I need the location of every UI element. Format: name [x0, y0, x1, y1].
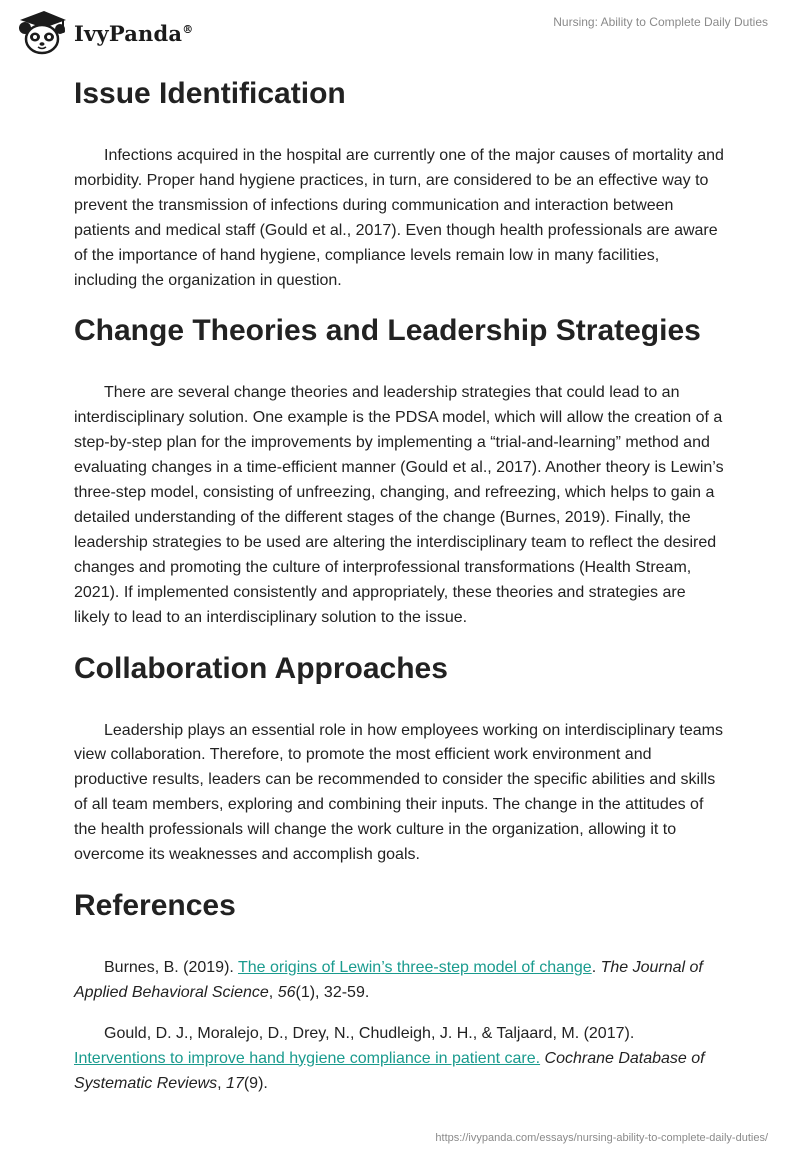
reference-pages: (9). [243, 1074, 268, 1092]
reference-item [74, 1022, 724, 1097]
reference-separator: , [217, 1074, 227, 1092]
page-header [0, 0, 800, 66]
panda-logo-icon [16, 8, 68, 56]
brand-logo[interactable] [16, 8, 193, 56]
reference-journal: The Journal of Applied Behavioral Science [74, 958, 703, 1001]
section-heading-collaboration-approaches: Collaboration Approaches [74, 651, 448, 685]
reference-pages: (1), 32-59. [295, 983, 370, 1001]
reference-link[interactable]: Interventions to improve hand hygiene compliance in patient care. [74, 1049, 541, 1067]
references-heading: References [74, 888, 236, 922]
reference-item [74, 956, 724, 1006]
reference-separator: , [268, 983, 278, 1001]
reference-volume: 56 [277, 983, 296, 1001]
article-body [74, 70, 724, 1096]
reference-punctuation: . [591, 958, 601, 976]
section-paragraph-collaboration-approaches: Leadership plays an essential role in how employees working on interdisciplinary teams view collaboration. Therefore, to promote the most efficient work environment and productive results, leaders can be recommended to consider the specific abilities and skills of all team members, exploring and combining their inputs. The change in the attitudes of the health professionals will change the work culture in the organization, allowing it to overcome its weaknesses and accomplish goals. [74, 721, 723, 864]
section-heading-issue-identification: Issue Identification [74, 77, 346, 110]
reference-volume: 17 [226, 1074, 244, 1092]
document-title: Nursing: Ability to Complete Daily Duties [553, 15, 768, 29]
section-paragraph-change-theories: There are several change theories and leadership strategies that could lead to an interdisciplinary solution. One example is the PDSA model, which will allow the creation of a step-by-step plan for the improvements by implementing a “trial-and-learning” method and evaluating changes in a time-efficient manner (Gould et al., 2017). Another theory is Lewin’s three-step model, consisting of unfreezing, changing, and refreezing, which helps to gain a detailed understanding of the different stages of the change (Burnes, 2019). Finally, the leadership strategies to be used are altering the interdisciplinary team to reflect the desired changes and promoting the culture of interprofessional transformations (Health Stream, 2021). If implemented consistently and appropriately, these theories and strategies are likely to lead to an interdisciplinary solution to the issue. [74, 384, 724, 626]
section-heading-change-theories: Change Theories and Leadership Strategies [74, 314, 701, 348]
brand-name: IvyPanda® [74, 20, 194, 46]
reference-authors: Gould, D. J., Moralejo, D., Drey, N., Chudleigh, J. H., & Taljaard, M. (2017). [104, 1024, 635, 1042]
reference-journal: Cochrane Database of Systematic Reviews [74, 1049, 705, 1092]
reference-link[interactable]: The origins of Lewin’s three-step model of change [238, 958, 592, 976]
section-paragraph-issue-identification: Infections acquired in the hospital are currently one of the major causes of mortality and morbidity. Proper hand hygiene practices, in turn, are considered to be an effective way to prevent the transmission of infections during communication and interaction between patients and medical staff (Gould et al., 2017). Even though health professionals are aware of the importance of hand hygiene, compliance levels remain low in many facilities, including the organization in question. [74, 147, 724, 289]
footer-source-url[interactable]: https://ivypanda.com/essays/nursing-ability-to-complete-daily-duties/ [435, 1132, 768, 1144]
reference-authors: Burnes, B. (2019). [104, 958, 238, 976]
